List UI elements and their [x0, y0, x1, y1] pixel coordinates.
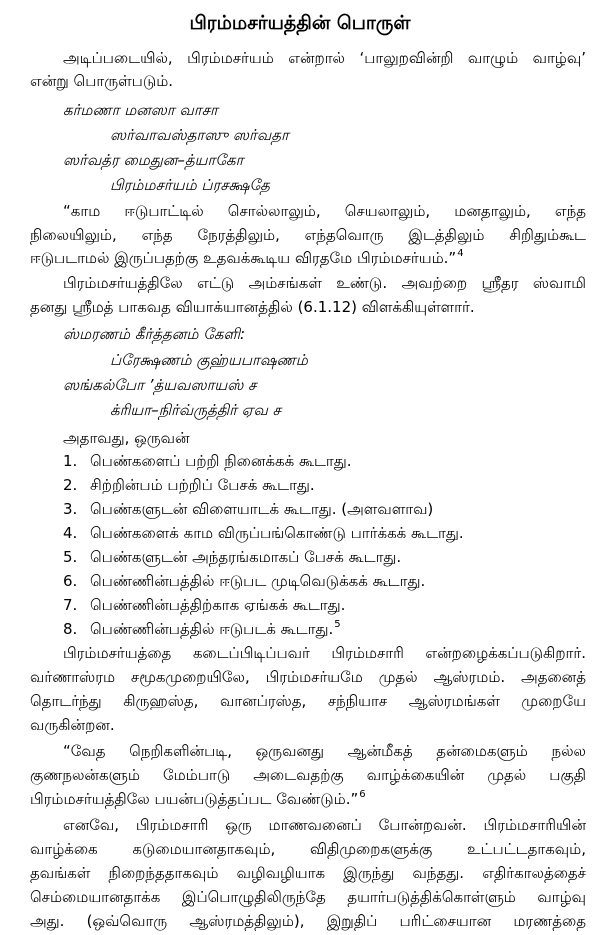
page-title: பிரம்மசர்யத்தின் பொருள் — [189, 12, 411, 34]
verse-line: ப்ரேக்ஷணம் குஹ்யபாஷணம் — [110, 351, 308, 369]
paragraph-line: வர்ணாஸ்ரம சமூகமுறையிலே, பிரம்மசர்யமே முதல் ஆஸ்ரமம். அதனைத் — [30, 668, 586, 686]
paragraph-line: வருகின்றன. — [30, 716, 115, 734]
paragraph-line: எனவே, பிரம்மசாரி ஒரு மாணவனைப் போன்றவன். பிரம்மசாரியின் — [63, 816, 586, 834]
paragraph-line: தவங்கள் நிறைந்ததாகவும் வழிவழியாக இருந்து வந்தது. எதிர்காலத்தைச் — [30, 864, 586, 882]
quote-line: பிரம்மசர்யத்திலே பயன்படுத்தப்பட வேண்டும்.”$^6$ — [30, 789, 366, 808]
footnote-marker: 6 — [359, 789, 366, 800]
paragraph-line: பிரம்மசர்யத்திலே எட்டு அம்சங்கள் உண்டு. அவற்றை ஸ்ரீதர ஸ்வாமி — [63, 274, 586, 292]
list-item: 3. பெண்களுடன் விளையாடக் கூடாது. (அளவளாவ) — [63, 500, 434, 518]
verse-line: ஸர்வத்ர மைதுன–த்யாகோ — [63, 151, 244, 169]
verse-line: ஸர்வாவஸ்தாஸு ஸர்வதா — [110, 126, 289, 144]
paragraph-line: அடிப்படையில், பிரம்மசர்யம் என்றால் ‘பாலுறவின்றி வாழும் வாழ்வு’ — [63, 49, 586, 67]
quote-line: “காம ஈடுபாட்டில் சொல்லாலும், செயலாலும், மனதாலும், எந்த — [63, 202, 586, 220]
paragraph-line: வாழ்க்கை கடுமையானதாகவும், விதிமுறைகளுக்கு உட்பட்டதாகவும், — [30, 840, 586, 858]
verse-line: ஸங்கல்போ ’த்யவஸாயஸ் ச — [63, 376, 257, 394]
paragraph-line: என்று பொருள்படும். — [30, 72, 174, 90]
list-item: 2. சிற்றின்பம் பற்றிப் பேசக் கூடாது. — [63, 476, 315, 494]
list-item: 6. பெண்ணின்பத்தில் ஈடுபட முடிவெடுக்கக் கூடாது. — [63, 572, 426, 590]
list-item: 5. பெண்களுடன் அந்தரங்கமாகப் பேசக் கூடாது. — [63, 548, 402, 566]
quote-line: “வேத நெறிகளின்படி, ஒருவனது ஆன்மீகத் தன்மைகளும் நல்ல — [63, 742, 586, 760]
verse-line: கர்மணா மனஸா வாசா — [63, 101, 218, 119]
quote-line: ஈடுபடாமல் இருப்பதற்கு உதவக்கூடிய விரதமே பிரம்மசர்யம்.”$^4$ — [30, 248, 464, 267]
list-intro: அதாவது, ஒருவன் — [63, 429, 190, 447]
list-item: 7. பெண்ணின்பத்திற்காக ஏங்கக் கூடாது. — [63, 596, 346, 614]
paragraph-line: தொடர்ந்து கிருஹஸ்த, வானப்ரஸ்த, சந்நியாச ஆஸ்ரமங்கள் முறையே — [30, 692, 586, 710]
quote-line: நிலையிலும், எந்த நேரத்திலும், எந்தவொரு இடத்திலும் சிறிதும்கூட — [30, 226, 586, 244]
verse-line: பிரம்மசர்யம் ப்ரசக்ஷதே — [110, 176, 270, 194]
footnote-marker: 5 — [334, 619, 341, 630]
paragraph-line: பிரம்மசர்யத்தை கடைப்பிடிப்பவர் பிரம்மசாரி என்றழைக்கப்படுகிறார். — [63, 644, 586, 662]
list-item: 4. பெண்களைக் காம விருப்பங்கொண்டு பார்க்கக் கூடாது. — [63, 524, 464, 542]
footnote-marker: 4 — [457, 248, 464, 259]
list-item: 1. பெண்களைப் பற்றி நினைக்கக் கூடாது. — [63, 452, 352, 470]
paragraph-line: தனது ஸ்ரீமத் பாகவத வியாக்யானத்தில் (6.1.12) விளக்கியுள்ளார். — [30, 298, 475, 316]
verse-line: ஸ்மரணம் கீர்த்தனம் கேளி: — [63, 325, 246, 343]
paragraph-line: செம்மையானதாக்க இப்பொழுதிலிருந்தே தயார்படுத்திக்கொள்ளும் வாழ்வு — [30, 888, 586, 906]
verse-line: க்ரியா–நிர்வ்ருத்திர் ஏவ ச — [110, 401, 281, 419]
quote-line: குணநலன்களும் மேம்பாடு அடைவதற்கு வாழ்க்கையின் முதல் பகுதி — [30, 766, 586, 784]
paragraph-line: அது. (ஒவ்வொரு ஆஸ்ரமத்திலும்), இறுதிப் பரிட்சையான மரணத்தை — [30, 912, 586, 930]
list-item: 8. பெண்ணின்பத்தில் ஈடுபடக் கூடாது.$^5$ — [63, 619, 341, 638]
